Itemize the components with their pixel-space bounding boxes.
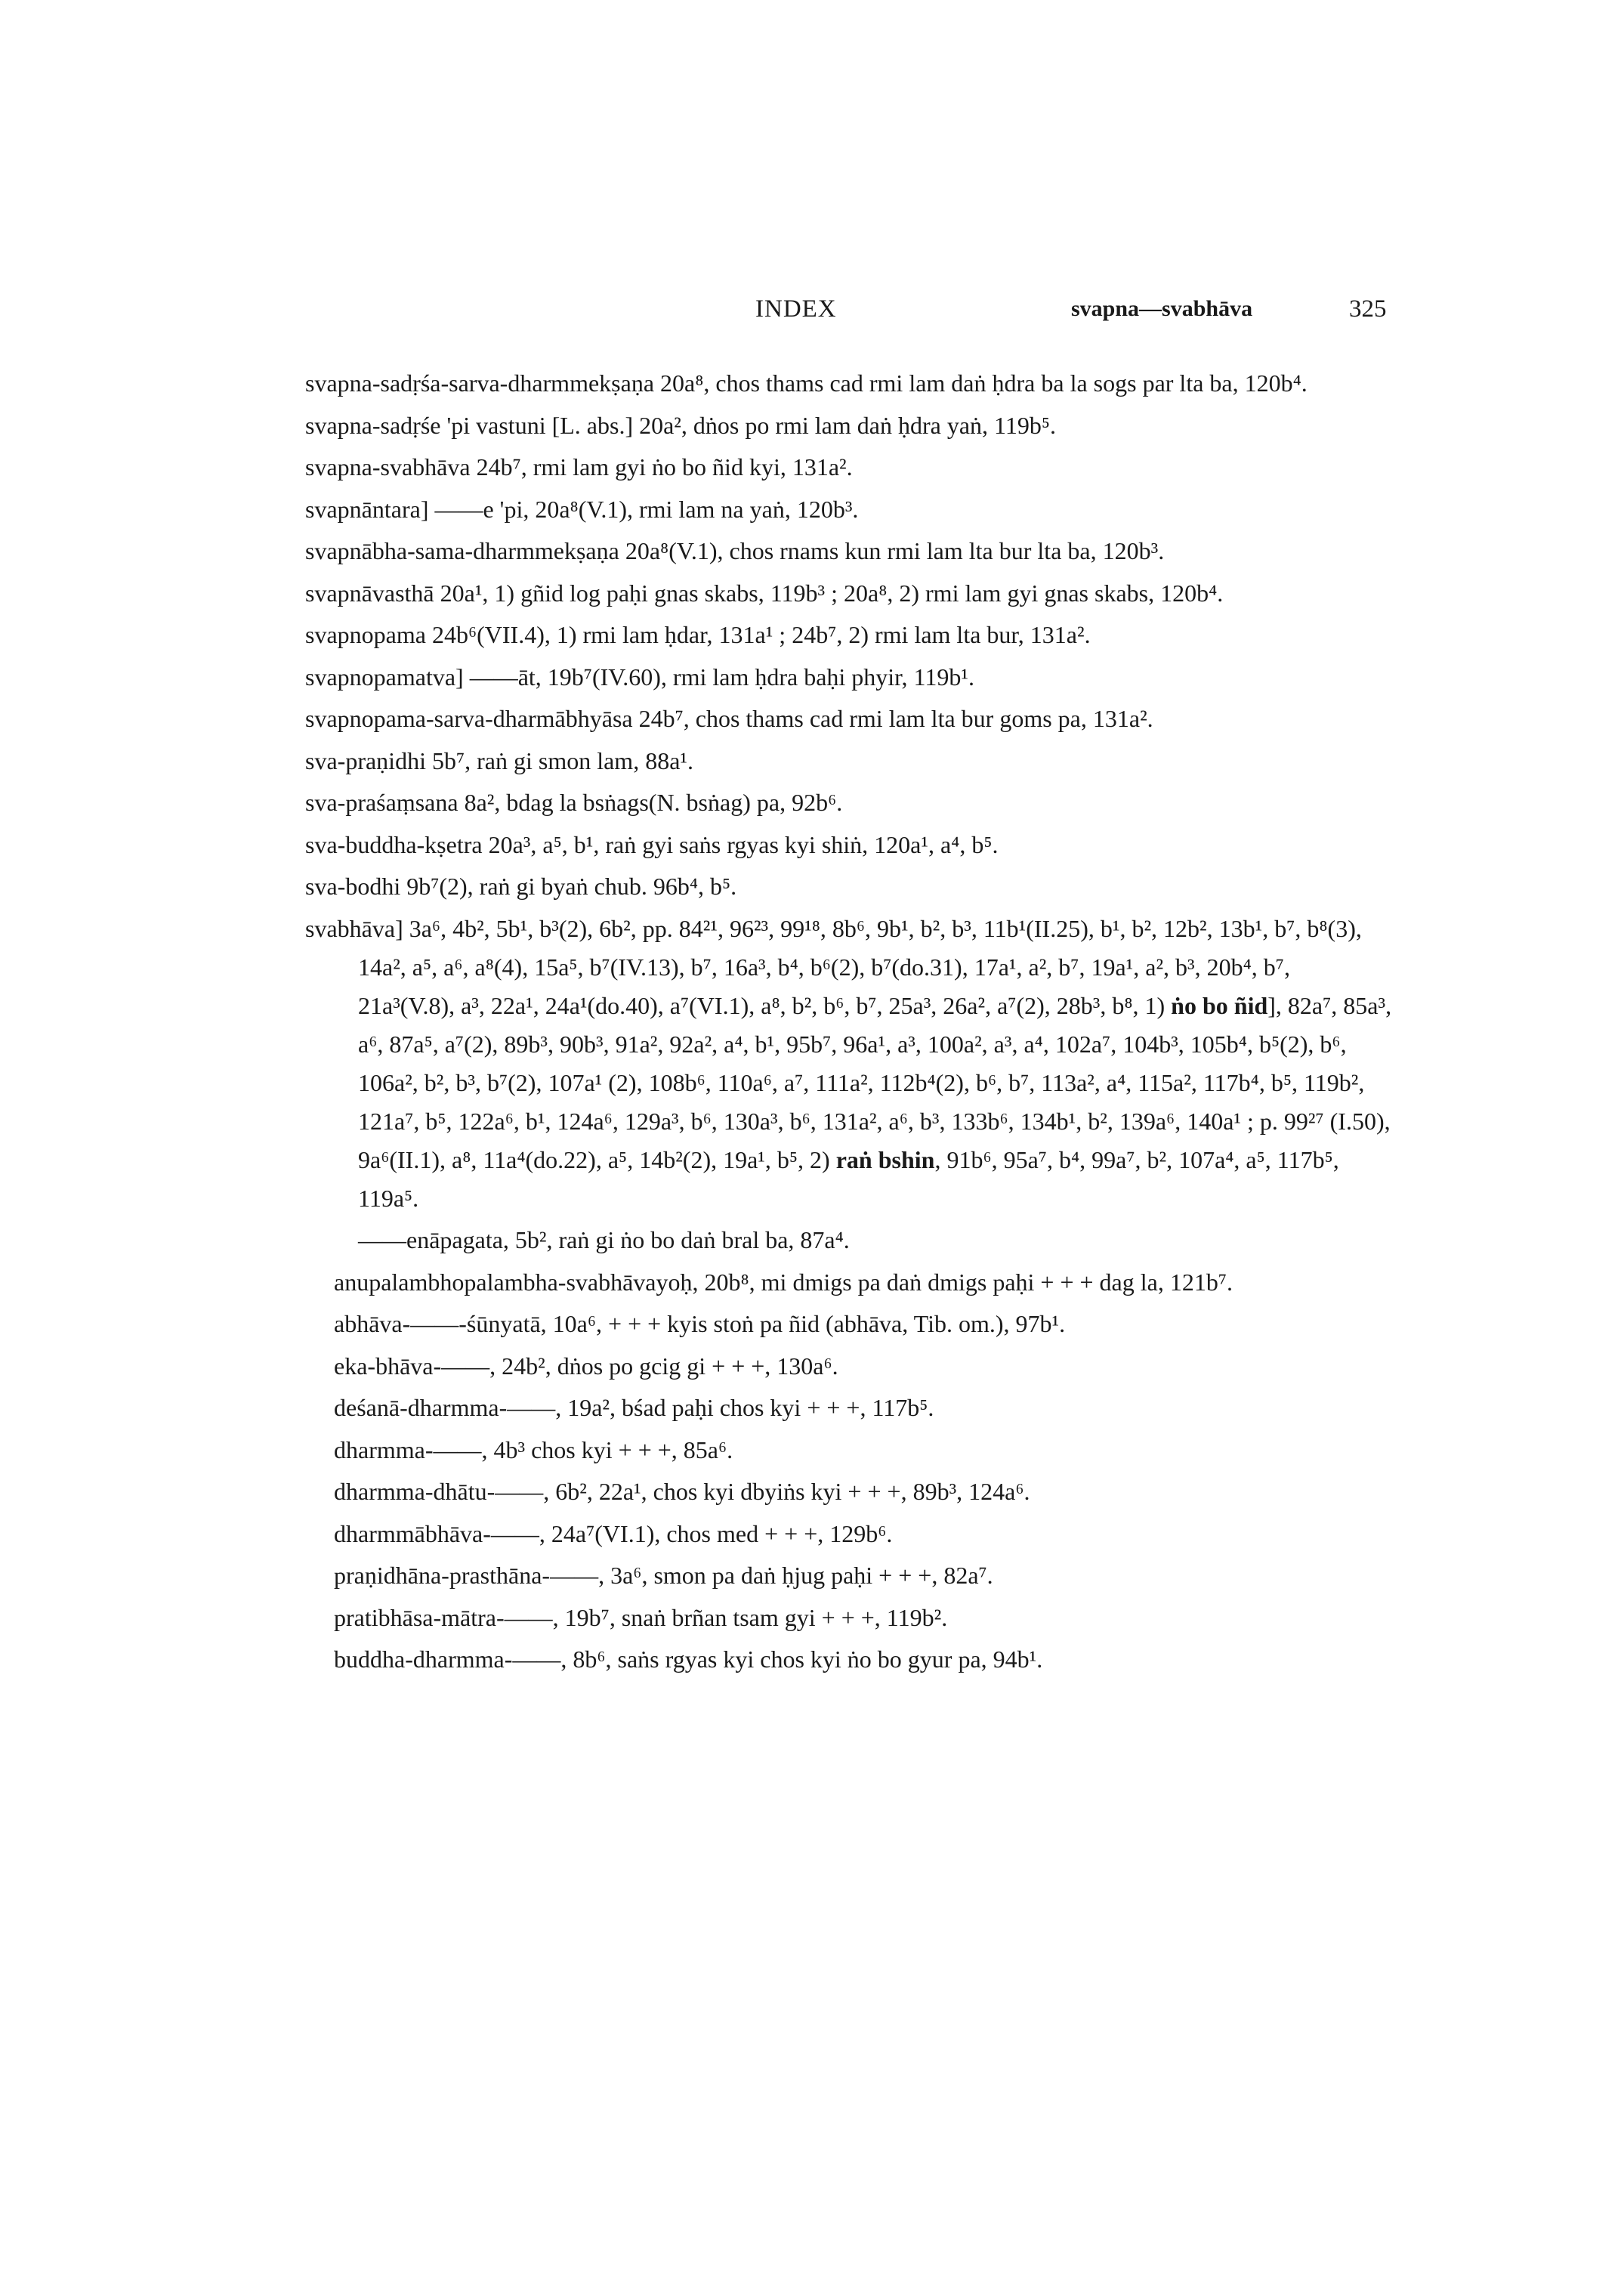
index-subentry: dharmmābhāva-——, 24a⁷(VI.1), chos med + + +, 129b⁶. (334, 1519, 893, 1547)
section-title: INDEX (755, 295, 837, 323)
page-number: 325 (1349, 295, 1387, 323)
index-entry: svapnopamatva] ——āt, 19b⁷(IV.60), rmi lam ḥdra baḥi phyir, 119b¹. (305, 663, 974, 691)
index-subentry: eka-bhāva-——, 24b², dṅos po gcig gi + + +, 130a⁶. (334, 1352, 838, 1380)
index-entry: sva-praśaṃsana 8a², bdag la bsṅags(N. bsṅag) pa, 92b⁶. (305, 789, 843, 816)
index-entry: svapnāntara] ——e 'pi, 20a⁸(V.1), rmi lam na yaṅ, 120b³. (305, 495, 859, 523)
index-subentry: praṇidhāna-prasthāna-——, 3a⁶, smon pa daṅ ḥjug paḥi + + +, 82a⁷. (334, 1562, 993, 1589)
index-subentry: abhāva-——-śūnyatā, 10a⁶, + + + kyis stoṅ pa ñid (abhāva, Tib. om.), 97b¹. (334, 1310, 1066, 1337)
bold-term: raṅ bshin (835, 1145, 935, 1173)
index-entry: sva-buddha-kṣetra 20a³, a⁵, b¹, raṅ gyi saṅs rgyas kyi shiṅ, 120a¹, a⁴, b⁵. (305, 830, 999, 858)
index-entry: svapnopama-sarva-dharmābhyāsa 24b⁷, chos thams cad rmi lam lta bur goms pa, 131a². (305, 705, 1153, 732)
index-entry: svapnābha-sama-dharmmekṣaṇa 20a⁸(V.1), chos rnams kun rmi lam lta bur lta ba, 120b³. (305, 537, 1165, 564)
index-entry: svapna-sadṛśe 'pi vastuni [L. abs.] 20a², dṅos po rmi lam daṅ ḥdra yaṅ, 119b⁵. (305, 411, 1056, 439)
index-entry: svapnāvasthā 20a¹, 1) gñid log paḥi gnas skabs, 119b³ ; 20a⁸, 2) rmi lam gyi gnas skabs, 120b⁴. (305, 579, 1224, 607)
index-subentry: ——enāpagata, 5b², raṅ gi ṅo bo daṅ bral ba, 87a⁴. (358, 1226, 850, 1253)
index-entry: svapna-sadṛśa-sarva-dharmmekṣaṇa 20a⁸, chos thams cad rmi lam daṅ ḥdra ba la sogs par lta ba, 120b⁴. (305, 369, 1308, 397)
index-subentry: dharmma-dhātu-——, 6b², 22a¹, chos kyi dbyiṅs kyi + + +, 89b³, 124a⁶. (334, 1478, 1030, 1505)
index-subentry: anupalambhopalambha-svabhāvayoḥ, 20b⁸, mi dmigs pa daṅ dmigs paḥi + + + dag la, 121b⁷. (334, 1268, 1233, 1296)
index-entry: sva-bodhi 9b⁷(2), raṅ gi byaṅ chub. 96b⁴, b⁵. (305, 873, 737, 900)
index-entry-svabhava: svabhāva] 3a⁶, 4b², 5b¹, b³(2), 6b², pp. 84²¹, 96²³, 99¹⁸, 8b⁶, 9b¹, b², b³, 11b¹(II.25), b¹, b², 12b², 13b¹, b⁷, b⁸(3), 14a², a⁵, a⁶, a⁸(4), 15a⁵, b⁷(IV.13), b⁷, 16a³, b⁴, b⁶(2), b⁷(do.31), 17a¹, a², b⁷, 19a¹, a², b³, 20b⁴, b⁷, 21a³(V.8), a³, 22a¹, 24a¹(do.40), a⁷(VI.1), a⁸, b², b⁶, b⁷, 25a³, 26a², a⁷(2), 28b³, b⁸, 1) ṅo bo ñid], 82a⁷, 85a³, a⁶, 87a⁵, a⁷(2), 89b³, 90b³, 91a², 92a², a⁴, b¹, 95b⁷, 96a¹, a³, 100a², a³, a⁴, 102a⁷, 104b³, 105b⁴, b⁵(2), b⁶, 106a², b², b³, b⁷(2), 107a¹ (2), 108b⁶, 110a⁶, a⁷, 111a², 112b⁴(2), b⁶, b⁷, 113a², a⁴, 115a², 117b⁴, b⁵, 119b², 121a⁷, b⁵, 122a⁶, b¹, 124a⁶, 129a³, b⁶, 130a³, b⁶, 131a², a⁶, b³, 133b⁶, 134b¹, b², 139a⁶, 140a¹ ; p. 99²⁷ (I.50), 9a⁶(II.1), a⁸, 11a⁴(do.22), a⁵, 14b²(2), 19a¹, b⁵, 2) raṅ bshin, 91b⁶, 95a⁷, b⁴, 99a⁷, b², 107a⁴, a⁵, 117b⁵, 119a⁵. (305, 914, 1392, 1212)
index-entry: svapna-svabhāva 24b⁷, rmi lam gyi ṅo bo ñid kyi, 131a². (305, 453, 853, 481)
index-subentry: pratibhāsa-mātra-——, 19b⁷, snaṅ brñan tsam gyi + + +, 119b². (334, 1603, 948, 1631)
running-head: svapna—svabhāva (1071, 296, 1253, 321)
bold-term: ṅo bo ñid (1171, 991, 1268, 1019)
index-subentry: buddha-dharmma-——, 8b⁶, saṅs rgyas kyi chos kyi ṅo bo gyur pa, 94b¹. (334, 1646, 1043, 1673)
index-subentry: deśanā-dharmma-——, 19a², bśad paḥi chos kyi + + +, 117b⁵. (334, 1394, 934, 1421)
page-header (0, 290, 1624, 328)
index-entries (305, 364, 1393, 1683)
index-entry: svapnopama 24b⁶(VII.4), 1) rmi lam ḥdar, 131a¹ ; 24b⁷, 2) rmi lam lta bur, 131a². (305, 621, 1091, 648)
index-entry: sva-praṇidhi 5b⁷, raṅ gi smon lam, 88a¹. (305, 746, 693, 774)
index-subentry: dharmma-——, 4b³ chos kyi + + +, 85a⁶. (334, 1435, 733, 1463)
